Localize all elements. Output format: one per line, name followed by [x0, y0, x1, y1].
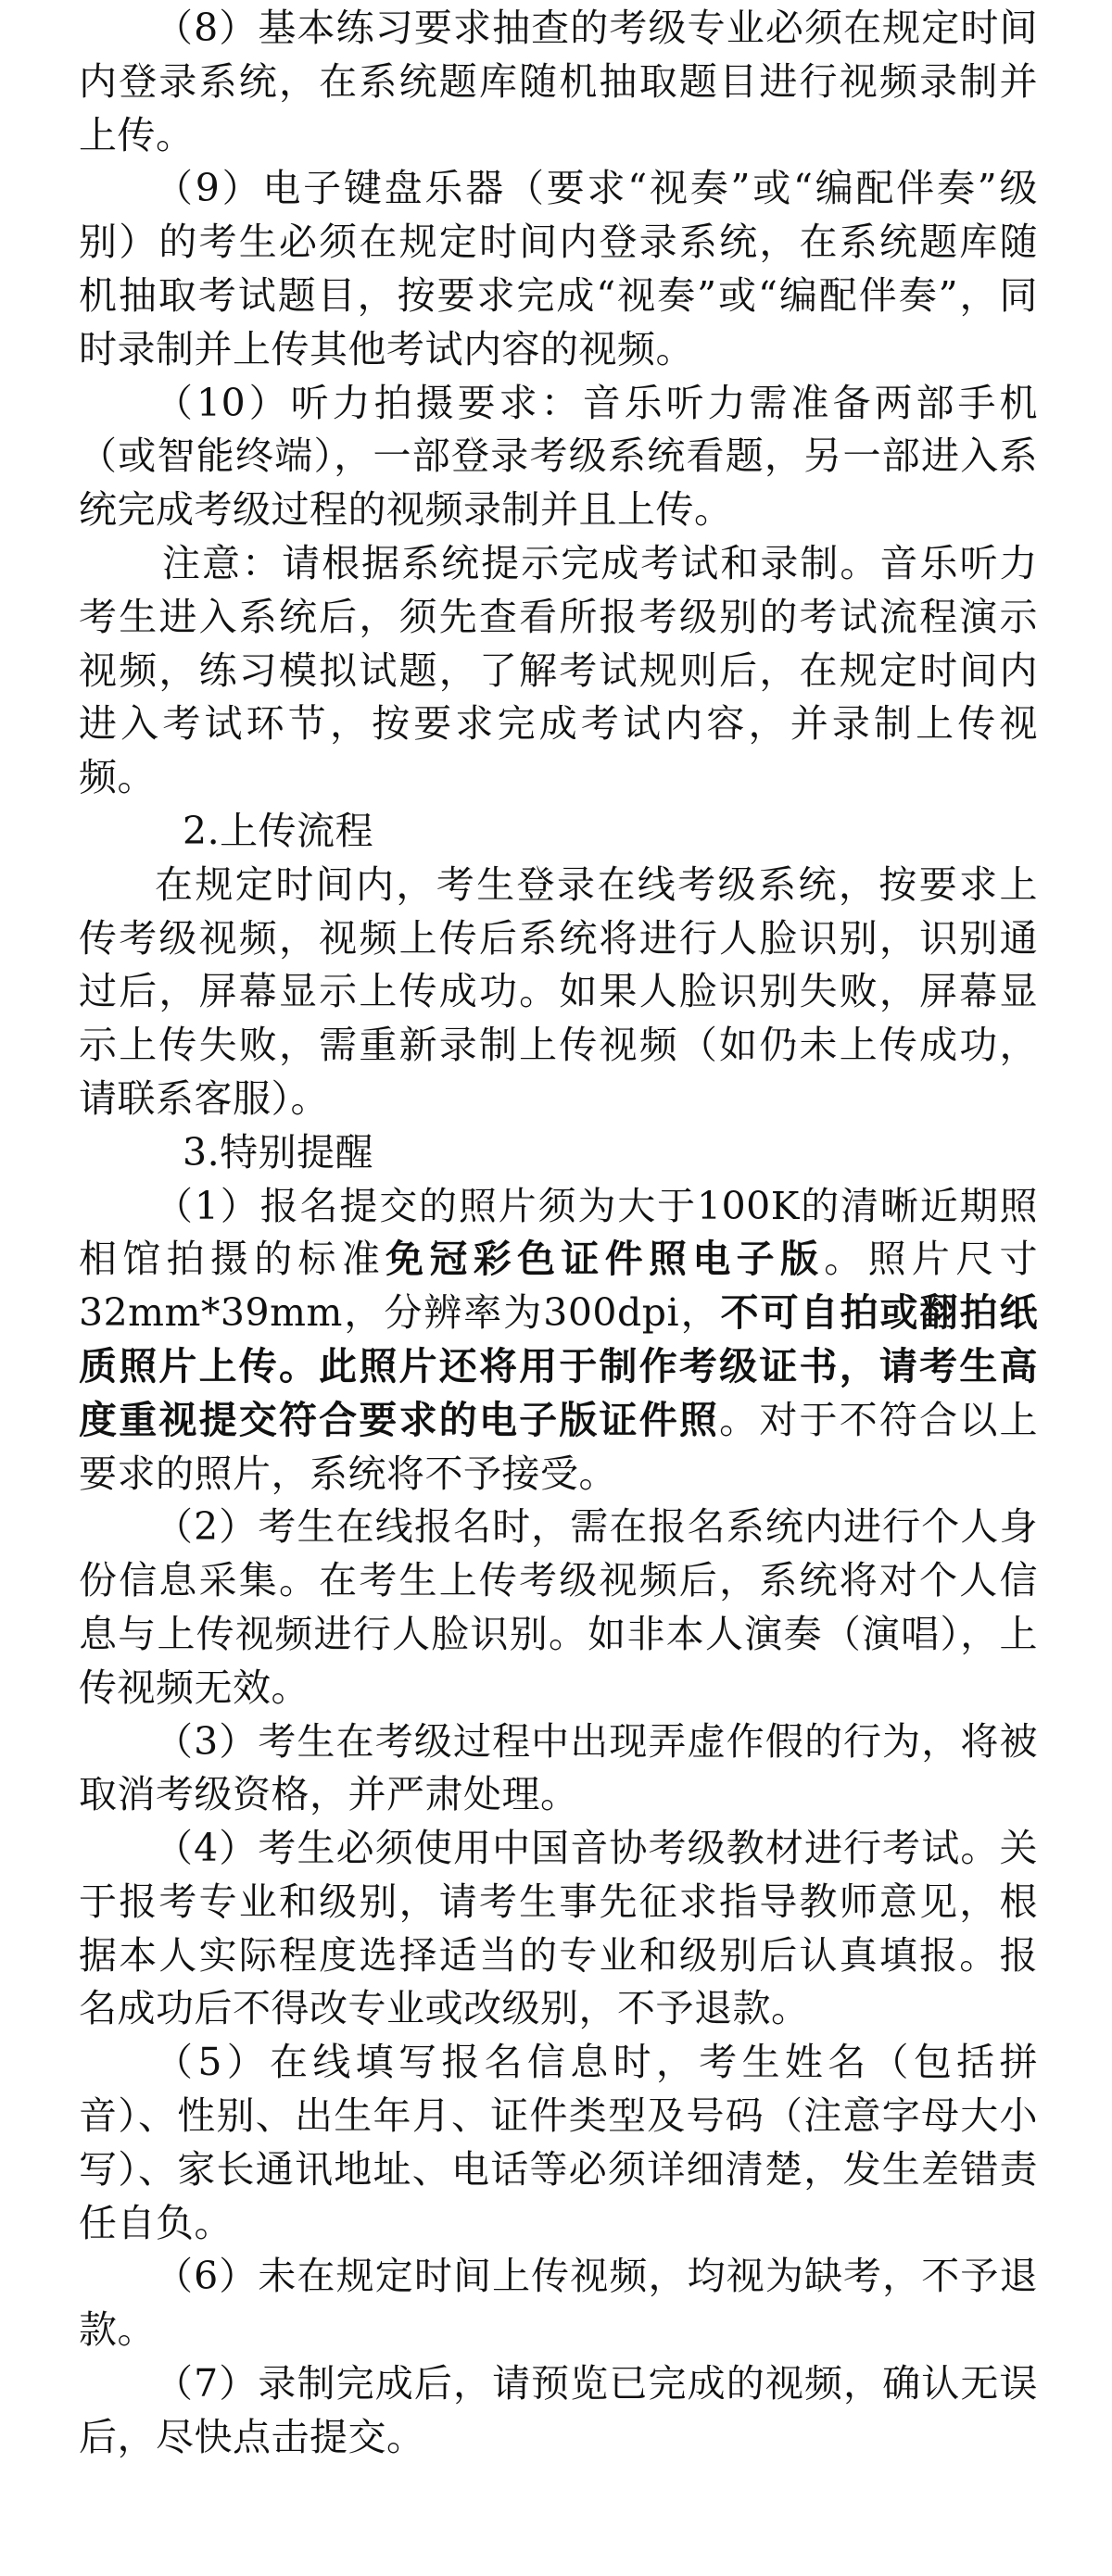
note-paragraph: 注意：请根据系统提示完成考试和录制。音乐听力考生进入系统后，须先查看所报考级别的考试流程演示视频，练习模拟试题，了解考试规则后，在规定时间内进入考试环节，按要求完成考试内容，并录制上传视频。: [79, 540, 1038, 800]
item-9-paragraph: （9）电子键盘乐器（要求“视奏”或“编配伴奏”级别）的考生必须在规定时间内登录系统，在系统题库随机抽取考试题目，按要求完成“视奏”或“编配伴奏”，同时录制并上传其他考试内容的视频。: [79, 166, 1038, 371]
reminder-3-paragraph: （3）考生在考级过程中出现弄虚作假的行为，将被取消考级资格，并严肃处理。: [79, 1718, 1038, 1817]
upload-process-paragraph: 在规定时间内，考生登录在线考级系统，按要求上传考级视频，视频上传后系统将进行人脸识别，识别通过后，屏幕显示上传成功。如果人脸识别失败，屏幕显示上传失败，需重新录制上传视频（如仍未上传成功，请联系客服）。: [79, 861, 1038, 1121]
item-8-paragraph: （8）基本练习要求抽查的考级专业必须在规定时间内登录系统，在系统题库随机抽取题目进行视频录制并上传。: [79, 6, 1038, 157]
reminder-4-paragraph: （4）考生必须使用中国音协考级教材进行考试。关于报考专业和级别，请考生事先征求指导教师意见，根据本人实际程度选择适当的专业和级别后认真填报。报名成功后不得改专业或改级别，不予退款。: [79, 1826, 1038, 2031]
reminder-1-text-a: （1）报名提交的照片须为大于100K的清晰近期照相馆拍摄的标准: [79, 1183, 1038, 1282]
reminder-1-bold-photo-type: 免冠彩色证件照电子版: [385, 1237, 825, 1282]
reminder-1-text-c: 。照片尺寸32mm*39mm，分辨率为300dpi，: [79, 1237, 1039, 1336]
item-10-paragraph: （10）听力拍摄要求：音乐听力需准备两部手机（或智能终端），一部登录考级系统看题，另一部进入系统完成考级过程的视频录制并且上传。: [79, 380, 1038, 533]
reminder-1-bold-warning: 不可自拍或翻拍纸质照片上传。此照片还将用于制作考级证书，请考生高度重视提交符合要求的电子版证件照: [79, 1290, 1039, 1442]
reminder-1-text-d: 。对于不符合以上要求的照片，系统将不予接受。: [79, 1397, 1039, 1496]
reminder-1-paragraph: [79, 1180, 1038, 1502]
reminder-5-paragraph: （5）在线填写报名信息时，考生姓名（包括拼音）、性别、出生年月、证件类型及号码（注意字母大小写）、家长通讯地址、电话等必须详细清楚，发生差错责任自负。: [79, 2040, 1038, 2245]
upload-process-heading: 2.上传流程: [183, 808, 374, 853]
reminder-2-paragraph: （2）考生在线报名时，需在报名系统内进行个人身份信息采集。在考生上传考级视频后，系统将对个人信息与上传视频进行人脸识别。如非本人演奏（演唱），上传视频无效。: [79, 1504, 1038, 1710]
reminder-6-paragraph: （6）未在规定时间上传视频，均视为缺考，不予退款。: [79, 2254, 1038, 2353]
reminder-7-paragraph: （7）录制完成后，请预览已完成的视频，确认无误后，尽快点击提交。: [79, 2361, 1038, 2459]
special-reminder-heading: 3.特别提醒: [183, 1129, 374, 1175]
